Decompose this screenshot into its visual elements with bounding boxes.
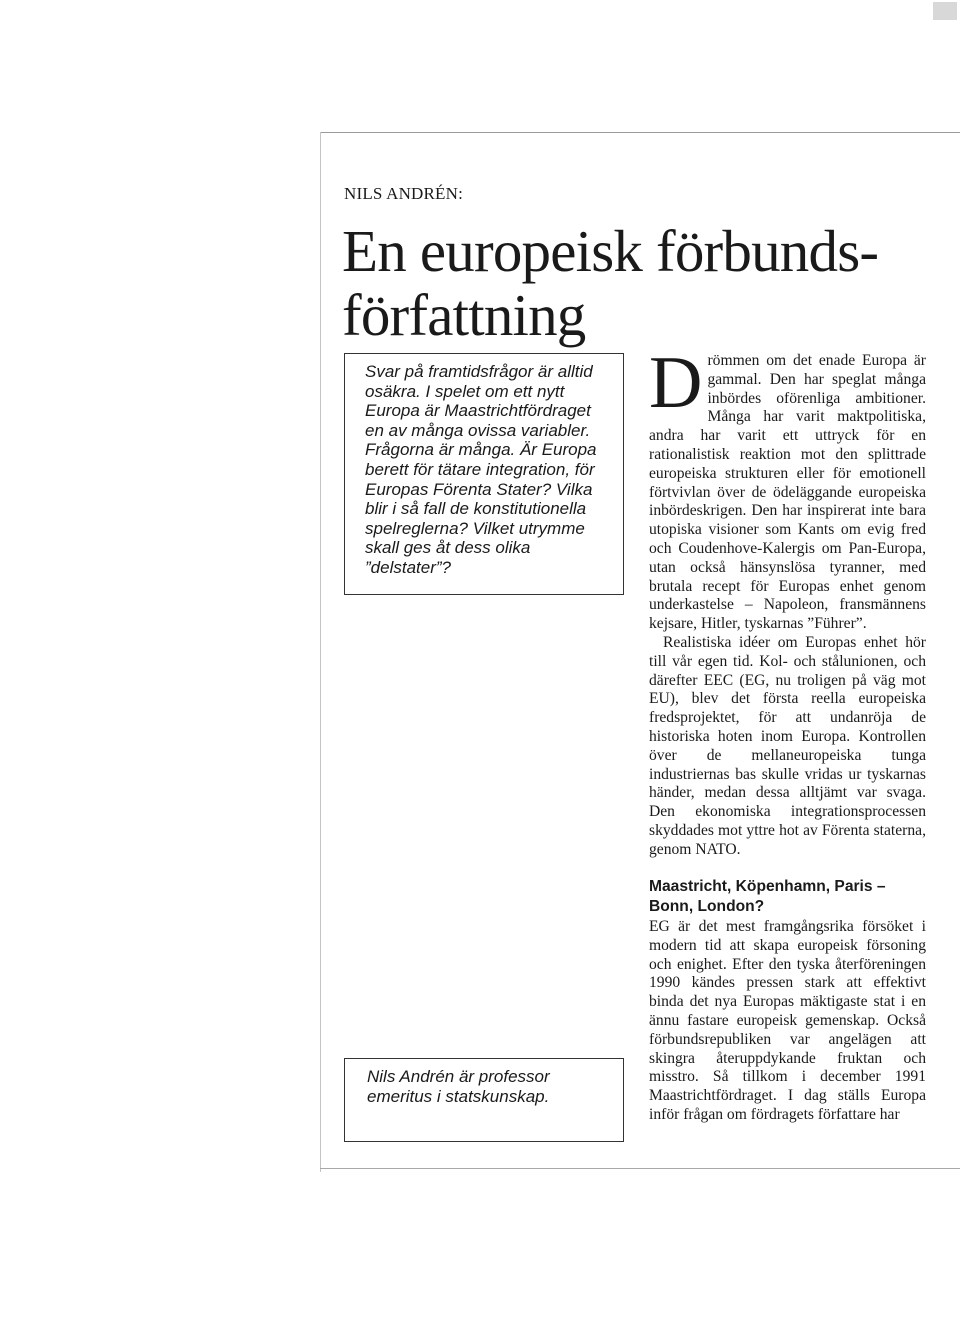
author-bio-box — [344, 1058, 624, 1142]
body-paragraph-3: EG är det mest framgångsrika försöket i modern tid att skapa europeisk försoning och enighet. Efter den tyska återföreningen 1990 kändes pressen stark att effektivt binda det nya Europas mäktigaste stat i en ännu fastare europeisk gemenskap. Också förbundsrepubliken var angelägen att skingra återuppdykande fruktan och misstro. Så tillkom i december 1991 Maastrichtfördraget. I dag ställs Europa inför frågan om fördragets författare har — [649, 918, 926, 1123]
headline-line-2: författning — [342, 282, 586, 348]
body-paragraph-2: Realistiska idéer om Europas enhet hör till vår egen tid. Kol- och stålunionen, och därefter EEC (EG, nu troligen på väg mot EU), blev det första reella europeiska fredsprojektet, för att undanröja de historiska hoten inom Europa. Kontrollen över de mellaneuropeiska tunga industriernas bas skulle vridas ur tyskarnas händer, medan dessa alltjämt var svaga. Den ekonomiska integrationsprocessen skyddades mot yttre hot av Förenta staterna, genom NATO. — [649, 633, 926, 858]
body-column-top — [649, 342, 926, 860]
paragraph-1-text: römmen om det enade Europa är gammal. Den har speglat många inbördes oförenliga ambitioner. Många har varit maktpolitiska, andra har varit ett uttryck för en rationalistisk reaktion mot den splittrade europeiska strukturen eller för emotionell förtvivlan över de ödeläggande europeiska inbördeskrigen. Den har inspirerat inte bara utopiska visioner som Kants om evig fred och Coudenhove-Kalergis om Pan-Europa, utan också hänsynslösa tyranner, med brutala recept för Europas enhet genom underkastelse – Napoleon, fransmännens kejsare, Hitler, tyskarnas ”Führer”. — [649, 352, 926, 633]
page-edge-top — [320, 132, 960, 133]
page-edge-bottom — [320, 1168, 960, 1169]
drop-cap: D — [649, 342, 703, 424]
headline-line-1: En europeisk förbunds- — [342, 218, 879, 284]
body-paragraph-1 — [649, 342, 926, 634]
article-headline — [342, 219, 942, 347]
section-subheading: Maastricht, Köpenhamn, Paris – Bonn, London? — [649, 878, 886, 915]
scan-corner-mark — [933, 2, 957, 20]
body-column-bottom — [649, 918, 926, 1125]
ingress-text: Svar på framtidsfrågor är alltid osäkra. I spelet om ett nytt Europa är Maastrichtfördraget en av många ovissa variabler. Frågorna är många. Är Europa berett för tätare integration, för Europas Förenta Stater? Vilka blir i så fall de konstitutionella spelreglerna? Vilket utrymme skall ges åt dess olika ”delstater”? — [365, 362, 597, 577]
ingress-box — [344, 353, 624, 595]
author-bio-text: Nils Andrén är professor emeritus i statskunskap. — [367, 1067, 550, 1106]
page-edge-left — [320, 132, 321, 1172]
author-byline: NILS ANDRÉN: — [344, 184, 464, 203]
